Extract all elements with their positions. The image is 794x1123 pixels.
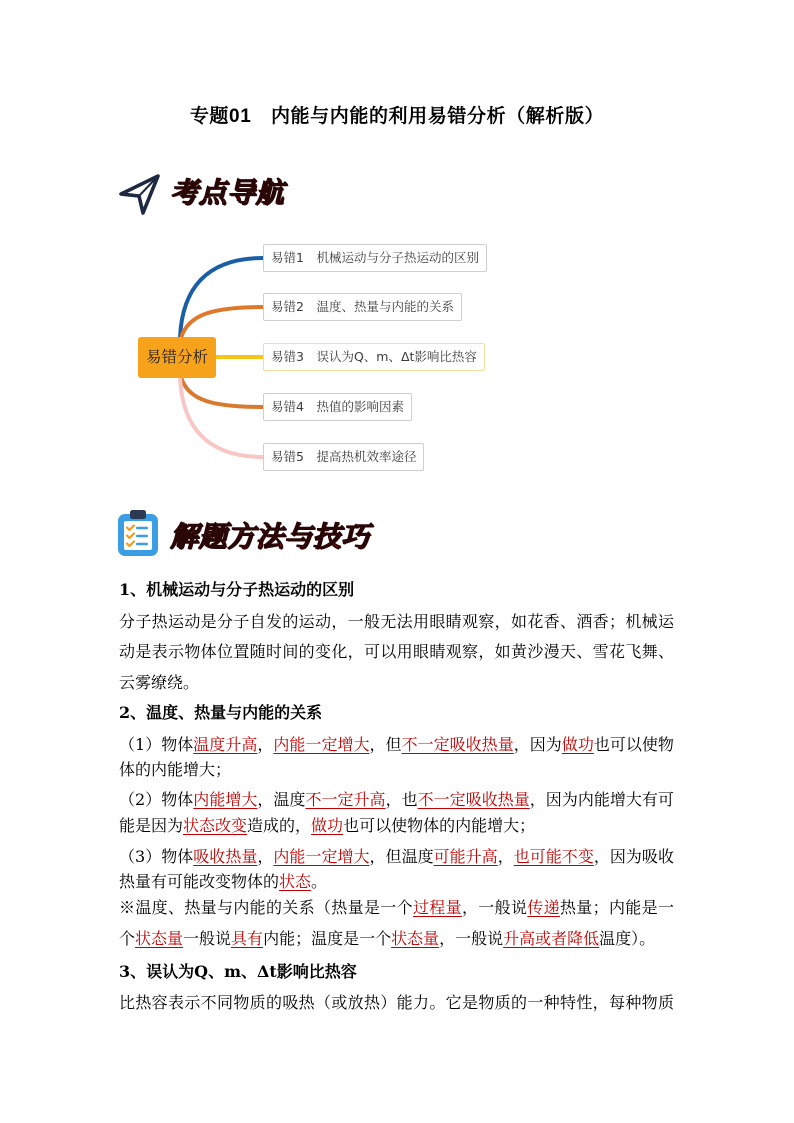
- text-run: ，因为内能增大有可: [529, 790, 674, 809]
- clipboard-checklist-icon: [116, 508, 160, 558]
- mind-map-center-topic: 易错分析: [138, 337, 216, 378]
- text-run: 温度）。: [599, 929, 656, 948]
- text-run: 体的内能增大；: [119, 760, 232, 779]
- paragraph-line: [119, 734, 674, 756]
- text-run: （3）物体: [119, 847, 194, 866]
- key-term: 过程量: [412, 898, 462, 917]
- text-run: ，温度: [257, 790, 306, 809]
- key-term: 不一定升高: [305, 790, 386, 809]
- mind-map-topic-5: 易错5 提高热机效率途径: [263, 443, 424, 471]
- text-run: 云雾缭绕。: [119, 673, 200, 692]
- branch-connector-1: [180, 258, 263, 338]
- paragraph-line: [119, 846, 674, 868]
- text-run: ，: [257, 735, 274, 754]
- key-term: 可能升高: [433, 847, 498, 866]
- checklist-line: [136, 535, 148, 538]
- paragraph-line: [119, 641, 674, 663]
- key-term: 不一定吸收热量: [401, 735, 514, 754]
- checklist-line: [136, 527, 148, 530]
- key-term: 不一定吸收热量: [417, 790, 530, 809]
- text-run: （1）物体: [119, 735, 194, 754]
- text-run: ，因为: [513, 735, 562, 754]
- key-term: 内能一定增大: [273, 735, 370, 754]
- key-term: 状态量: [391, 929, 440, 948]
- paragraph-line: [119, 672, 674, 694]
- key-term: 也可能不变: [513, 847, 594, 866]
- text-run: （2）物体: [119, 790, 194, 809]
- text-run: 也可以使物体的内能增大；: [343, 816, 536, 835]
- key-term: 状态: [279, 872, 312, 891]
- branch-connector-5: [180, 377, 263, 457]
- paragraph-line: [119, 992, 674, 1014]
- clipboard-clip: [130, 510, 146, 519]
- text-run: ※温度、热量与内能的关系（热量是一个: [119, 898, 413, 917]
- text-run: 动是表示物体位置随时间的变化，可以用眼睛观察，如黄沙漫天、雪花飞舞、: [119, 642, 674, 661]
- text-run: 热量；内能是一: [559, 898, 674, 917]
- key-term: 传递: [527, 898, 560, 917]
- text-run: ，一般说: [461, 898, 528, 917]
- key-term: 状态量: [135, 929, 184, 948]
- branch-connector-2: [181, 307, 263, 338]
- text-run: ，也: [385, 790, 418, 809]
- key-term: 温度升高: [193, 735, 258, 754]
- key-term: 吸收热量: [193, 847, 258, 866]
- section-heading: 1、机械运动与分子热运动的区别: [119, 580, 355, 599]
- paragraph-line: [119, 759, 674, 781]
- mind-map-topic-1: 易错1 机械运动与分子热运动的区别: [263, 244, 487, 272]
- branch-connector-4: [181, 377, 263, 407]
- key-term: 做功: [311, 816, 344, 835]
- text-run: 比热容表示不同物质的吸热（或放热）能力。它是物质的一种特性，每种物质: [119, 993, 674, 1012]
- paragraph-line: [119, 897, 674, 919]
- text-run: 内能；温度是一个: [263, 929, 392, 948]
- text-run: 能是因为: [119, 816, 184, 835]
- mind-map-topic-2: 易错2 温度、热量与内能的关系: [263, 293, 462, 321]
- checklist-line: [136, 543, 148, 546]
- text-run: ，但温度: [369, 847, 434, 866]
- paragraph-line: [119, 928, 674, 950]
- key-term: 具有: [231, 929, 264, 948]
- page-title: 专题01 内能与内能的利用易错分析（解析版）: [189, 106, 605, 127]
- nav-section-heading: 考点导航: [170, 176, 285, 209]
- text-run: 个: [119, 929, 136, 948]
- text-run: ，一般说: [439, 929, 504, 948]
- text-run: 造成的，: [247, 816, 312, 835]
- text-run: 也可以使物: [593, 735, 674, 754]
- text-run: ，因为吸收: [593, 847, 674, 866]
- key-term: 升高或者降低: [503, 929, 600, 948]
- paragraph-line: [119, 789, 674, 811]
- methods-section-heading: 解题方法与技巧: [170, 520, 370, 553]
- text-run: 一般说: [183, 929, 232, 948]
- paragraph-line: [119, 611, 674, 633]
- key-term: 内能一定增大: [273, 847, 370, 866]
- mind-map-topic-3: 易错3 误认为Q、m、Δt影响比热容: [263, 343, 485, 371]
- text-run: 分子热运动是分子自发的运动，一般无法用眼睛观察，如花香、酒香；机械运: [119, 612, 674, 631]
- text-run: ，但: [369, 735, 402, 754]
- key-term: 内能增大: [193, 790, 258, 809]
- section-heading: 3、误认为Q、m、Δt影响比热容: [119, 962, 357, 981]
- section-heading: 2、温度、热量与内能的关系: [119, 703, 323, 722]
- text-run: ，: [257, 847, 274, 866]
- text-run: 热量有可能改变物体的: [119, 872, 280, 891]
- key-term: 状态改变: [183, 816, 248, 835]
- mind-map-topic-4: 易错4 热值的影响因素: [263, 393, 412, 421]
- navigation-arrow-icon: [117, 172, 163, 216]
- paragraph-line: [119, 871, 674, 893]
- text-run: 。: [311, 872, 328, 891]
- key-term: 做功: [561, 735, 594, 754]
- text-run: ，: [497, 847, 514, 866]
- paragraph-line: [119, 815, 674, 837]
